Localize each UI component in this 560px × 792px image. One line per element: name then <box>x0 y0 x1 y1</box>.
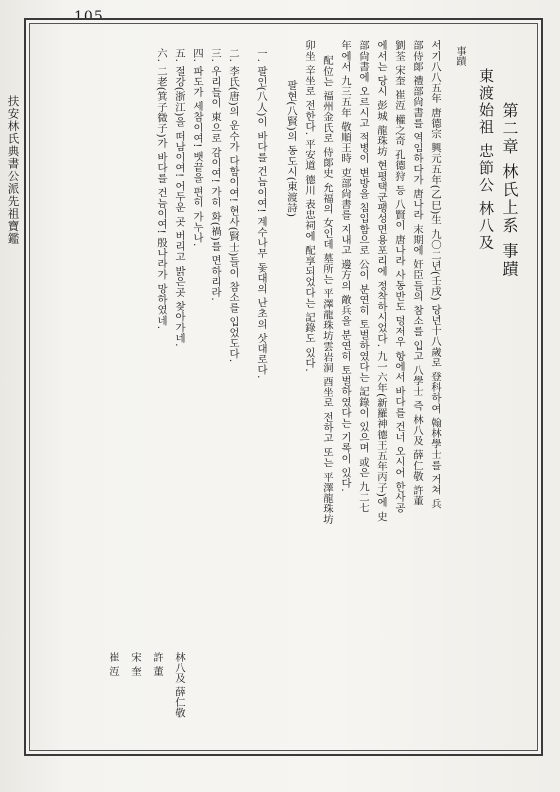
poem-title: 팔현(八賢)의 동도시(東渡詩) <box>285 80 297 218</box>
author-name: 林八及 薛仁敬 <box>173 652 185 718</box>
poem-line: 二. 李氏(唐)의 운수가 다함이여! 현사(賢士)들이 참소를 입었도다. <box>227 48 239 363</box>
author-name: 許 董 <box>151 652 163 677</box>
poem-line: 五. 절강(浙江)을 떠남이여! 어두운 곳 버리고 밝은곳 찾아가네. <box>173 48 185 347</box>
page-number: 105 <box>74 9 104 25</box>
section-label: 事蹟 <box>454 46 465 67</box>
poem-line: 一. 팔인(八人)이 바다를 건늠이여! 계수나무 돛대의 난초의 삿대로다. <box>255 48 267 379</box>
body-column: 年에서 九三五年 敬順王時 吏部尙書를 지내고 邊方의 敵兵을 분연히 토벌하였다는 기록이 있다. <box>339 40 351 492</box>
side-book-title: 扶安林氏典書公派先祖寶鑑 <box>6 95 21 245</box>
chapter-title: 第二章 林氏上系 事蹟 <box>500 102 519 279</box>
body-column: 配位는 福州金氏로 侍郞史 允福의 女인데 墓所는 平澤龍珠坊雲岩洞 酉坐로 전하고 또는 平澤龍珠坊 <box>321 55 333 525</box>
body-column: 에서는 당시 彭城 龍珠坊 현평택군팽성면용포리에 정착하시었다. 九一六年(新羅神德王五年丙子)에 史 <box>375 40 387 522</box>
vertical-text-block <box>40 40 520 730</box>
body-column: 서기八八五年 唐德宗 興元五年(乙巳)生 九〇二년(壬戌) 당년十八歲로 登科하여 翰林學士를 거쳐 兵 <box>429 40 441 510</box>
section-title: 東渡始祖 忠節公 林八及 <box>477 68 495 252</box>
author-name: 宋 奎 <box>129 652 141 677</box>
body-column: 卯坐 辛坐로 전한다. 平安道 德川 表忠祠에 配享되었다는 記錄도 있다. <box>303 40 315 372</box>
poem-line: 四. 파도가 세참이여! 뱃끝을 편히 가누나. <box>191 48 203 247</box>
body-column: 部侍郞 禮部尙書를 역임하다가 唐나라 末期에 奸臣들의 참소를 입고 八學士 즉 林八及 薛仁敬 許董 <box>411 40 423 507</box>
author-name: 崔 沍 <box>107 652 119 677</box>
poem-authors <box>40 652 190 718</box>
poem-line: 三. 우리들이 東으로 감이여! 가히 화(禍)를 면하리라. <box>209 48 221 301</box>
body-column: 部尙書에 오르시고 적병이 변방을 침입함으로 公이 분연히 토벌하였다는 記錄이 있으며 或은 九二七 <box>357 40 369 514</box>
body-column: 劉荃 宋奎 崔沍 權之奇 孔德狩 등 八賢이 唐나라 사동반도 덩저우 항에서 바다를 건너 오시어 한사공 <box>393 40 405 514</box>
poem-line: 六. 二老(箕子微子)가 바다를 건늠이여! 殷나라가 망하였네. <box>155 48 167 330</box>
